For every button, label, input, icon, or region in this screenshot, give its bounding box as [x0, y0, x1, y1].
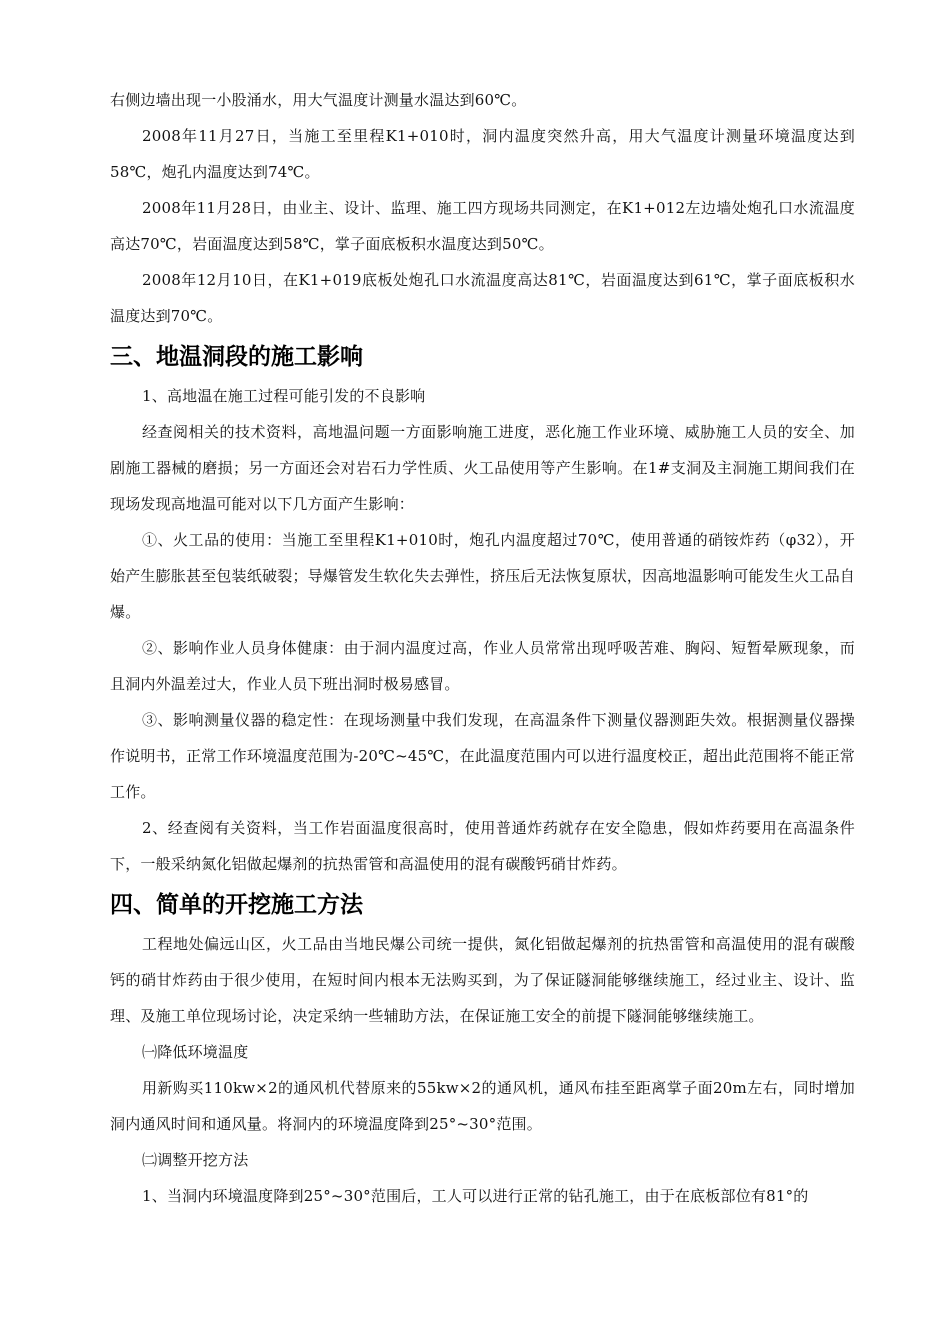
list-item: ①、火工品的使用：当施工至里程K1+010时，炮孔内温度超过70℃，使用普通的硝铵炸药（φ32），开始产生膨胀甚至包装纸破裂；导爆管发生软化失去弹性，挤压后无法恢复原状，因高地温影响可能发生火工品自爆。 [110, 531, 855, 621]
subheading: 1、高地温在施工过程可能引发的不良影响 [142, 387, 426, 405]
paragraph: 右侧边墙出现一小股涌水，用大气温度计测量水温达到60℃。 [110, 91, 527, 109]
section-heading: 三、地温洞段的施工影响 [110, 344, 363, 370]
list-item: ②、影响作业人员身体健康：由于洞内温度过高，作业人员常常出现呼吸苦难、胸闷、短暂晕厥现象，而且洞内外温差过大，作业人员下班出洞时极易感冒。 [110, 639, 855, 693]
section-heading: 四、简单的开挖施工方法 [110, 892, 363, 918]
paragraph: 2008年11月28日，由业主、设计、监理、施工四方现场共同测定，在K1+012左边墙处炮孔口水流温度高达70℃，岩面温度达到58℃，掌子面底板积水温度达到50℃。 [110, 199, 855, 253]
paragraph: 经查阅相关的技术资料，高地温问题一方面影响施工进度，恶化施工作业环境、威胁施工人员的安全、加剧施工器械的磨损；另一方面还会对岩石力学性质、火工品使用等产生影响。在1#支洞及主洞施工期间我们在现场发现高地温可能对以下几方面产生影响： [110, 423, 855, 513]
document-body [110, 82, 855, 1214]
paragraph: 2008年11月27日，当施工至里程K1+010时，洞内温度突然升高，用大气温度计测量环境温度达到58℃，炮孔内温度达到74℃。 [110, 127, 855, 181]
subheading: ㈠降低环境温度 [142, 1043, 249, 1061]
paragraph: 2008年12月10日，在K1+019底板处炮孔口水流温度高达81℃，岩面温度达到61℃，掌子面底板积水温度达到70℃。 [110, 271, 855, 325]
paragraph: 2、经查阅有关资料，当工作岩面温度很高时，使用普通炸药就存在安全隐患，假如炸药要用在高温条件下，一般采纳氮化铝做起爆剂的抗热雷管和高温使用的混有碳酸钙硝甘炸药。 [110, 819, 855, 873]
paragraph: 1、当洞内环境温度降到25°~30°范围后，工人可以进行正常的钻孔施工，由于在底板部位有81°的 [142, 1187, 809, 1205]
paragraph: 工程地处偏远山区，火工品由当地民爆公司统一提供，氮化铝做起爆剂的抗热雷管和高温使用的混有碳酸钙的硝甘炸药由于很少使用，在短时间内根本无法购买到，为了保证隧洞能够继续施工，经过业主、设计、监理、及施工单位现场讨论，决定采纳一些辅助方法，在保证施工安全的前提下隧洞能够继续施工。 [110, 935, 855, 1025]
list-item: ③、影响测量仪器的稳定性：在现场测量中我们发现，在高温条件下测量仪器测距失效。根据测量仪器操作说明书，正常工作环境温度范围为-20℃~45℃，在此温度范围内可以进行温度校正，超出此范围将不能正常工作。 [110, 711, 855, 801]
paragraph: 用新购买110kw×2的通风机代替原来的55kw×2的通风机，通风布挂至距离掌子面20m左右，同时增加洞内通风时间和通风量。将洞内的环境温度降到25°~30°范围。 [110, 1079, 855, 1133]
subheading: ㈡调整开挖方法 [142, 1151, 249, 1169]
